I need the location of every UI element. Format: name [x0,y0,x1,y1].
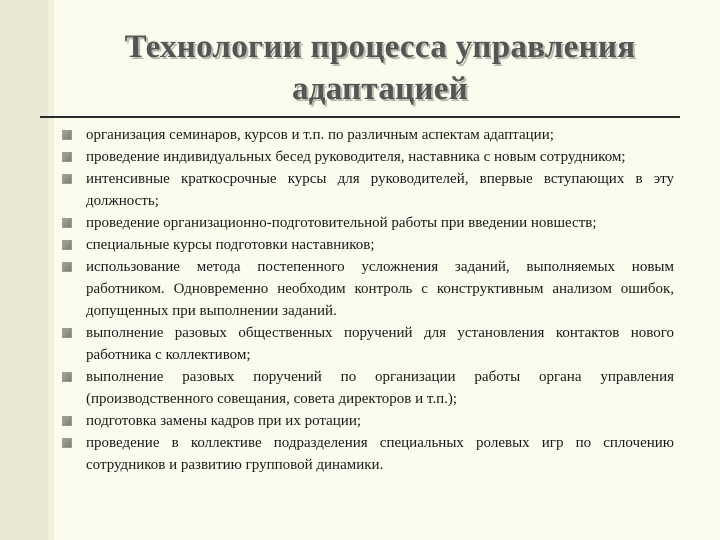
list-item [62,322,674,366]
bullet-list-container [62,124,674,476]
bullet-icon [62,262,72,272]
bullet-icon [62,328,72,338]
slide-title [60,26,700,110]
list-item-text: выполнение разовых общественных поручений для установления контактов нового работника с коллективом; [86,325,674,363]
list-item [62,124,674,146]
list-item-text: организация семинаров, курсов и т.п. по различным аспектам адаптации; [86,127,554,143]
bullet-icon [62,416,72,426]
left-decor-bar [0,0,48,540]
list-item [62,146,674,168]
list-item-text: проведение индивидуальных бесед руководителя, наставника с новым сотрудником; [86,149,626,165]
list-item [62,168,674,212]
list-item [62,366,674,410]
list-item-text: выполнение разовых поручений по организации работы органа управления (производственного совещания, совета директоров и т.п.); [86,369,674,407]
list-item [62,256,674,322]
list-item [62,410,674,432]
title-line-1: Технологии процесса управления [124,29,636,65]
list-item [62,432,674,476]
title-line-2: адаптацией [291,71,469,107]
list-item-text: проведение организационно-подготовительной работы при введении новшеств; [86,215,597,231]
list-item [62,212,674,234]
title-divider [40,116,680,118]
left-decor-stripe [48,0,54,540]
bullet-icon [62,438,72,448]
bullet-list [62,124,674,476]
list-item-text: интенсивные краткосрочные курсы для руководителей, впервые вступающих в эту должность; [86,171,674,209]
bullet-icon [62,130,72,140]
bullet-icon [62,240,72,250]
list-item-text: подготовка замены кадров при их ротации; [86,413,362,429]
bullet-icon [62,174,72,184]
bullet-icon [62,372,72,382]
list-item [62,234,674,256]
list-item-text: проведение в коллективе подразделения специальных ролевых игр по сплочению сотрудников и развитию групповой динамики. [86,435,674,473]
bullet-icon [62,218,72,228]
bullet-icon [62,152,72,162]
list-item-text: специальные курсы подготовки наставников; [86,237,375,253]
list-item-text: использование метода постепенного усложнения заданий, выполняемых новым работником. Одновременно необходим контроль с конструктивным анализом ошибок, допущенных при выполнении заданий. [86,259,674,319]
